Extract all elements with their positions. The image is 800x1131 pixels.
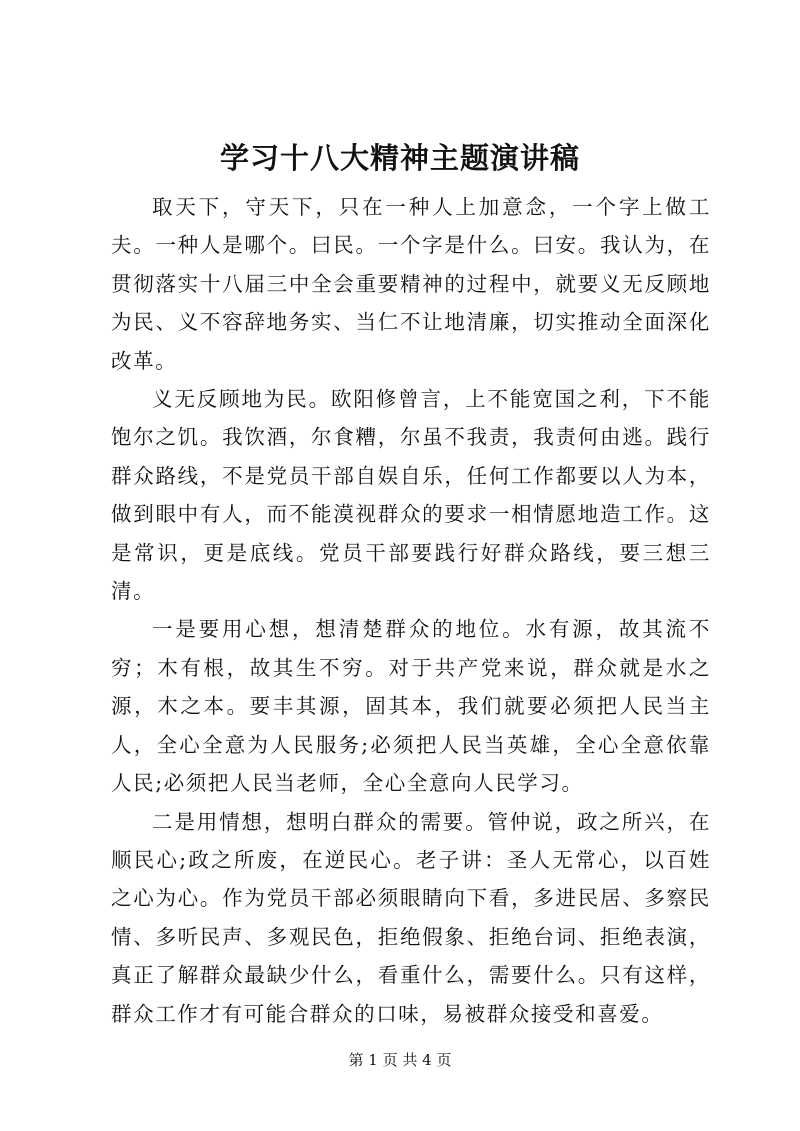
document-title: 学习十八大精神主题演讲稿 [219,141,580,175]
paragraph: 取天下，守天下，只在一种人上加意念，一个字上做工夫。一种人是哪个。曰民。一个字是什么。曰安。我认为，在贯彻落实十八届三中全会重要精神的过程中，就要义无反顾地为民、义不容辞地务实、当仁不让地清廉，切实推动全面深化改革。 [111,195,711,373]
document-body [111,188,711,1033]
page-number-footer: 第 1 页 共 4 页 [348,1051,452,1069]
paragraph: 义无反顾地为民。欧阳修曾言，上不能宽国之利，下不能饱尔之饥。我饮酒，尔食糟，尔虽不我责，我责何由逃。践行群众路线，不是党员干部自娱自乐，任何工作都要以人为本，做到眼中有人，而不能漠视群众的要求一相情愿地造工作。这是常识，更是底线。党员干部要践行好群众路线，要三想三清。 [111,387,711,604]
paragraph: 一是要用心想，想清楚群众的地位。水有源，故其流不穷；木有根，故其生不穷。对于共产党来说，群众就是水之源，木之本。要丰其源，固其本，我们就要必须把人民当主人，全心全意为人民服务;必须把人民当英雄，全心全意依靠人民;必须把人民当老师，全心全意向人民学习。 [111,617,711,796]
paragraph: 二是用情想，想明白群众的需要。管仲说，政之所兴，在顺民心;政之所废，在逆民心。老子讲：圣人无常心，以百姓之心为心。作为党员干部必须眼睛向下看，多进民居、多察民情、多听民声、多观民色，拒绝假象、拒绝台词、拒绝表演，真正了解群众最缺少什么，看重什么，需要什么。只有这样，群众工作才有可能合群众的口味，易被群众接受和喜爱。 [111,809,711,1026]
